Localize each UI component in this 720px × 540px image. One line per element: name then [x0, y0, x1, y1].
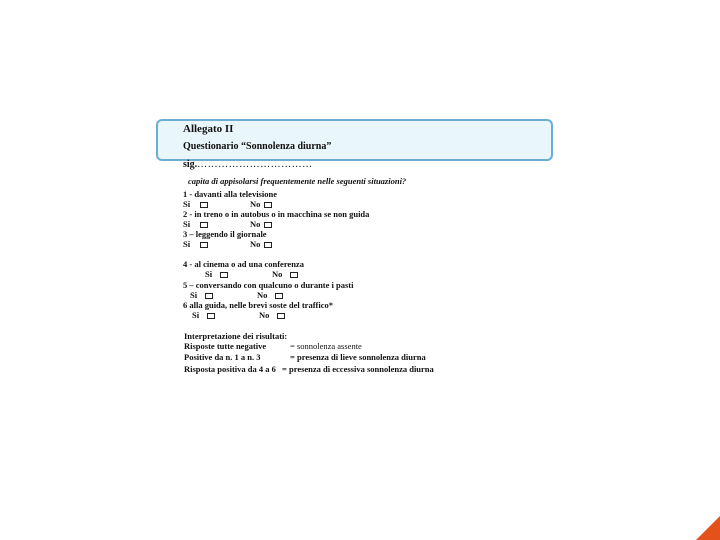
yes-checkbox[interactable]	[207, 313, 215, 319]
yes-checkbox[interactable]	[200, 202, 208, 208]
yes-label: Si	[183, 219, 191, 229]
no-checkbox[interactable]	[264, 202, 272, 208]
interpretation-row-label: Risposte tutte negative	[184, 341, 267, 351]
document-subtitle: Questionario “Sonnolenza diurna”	[183, 141, 332, 152]
no-checkbox[interactable]	[290, 272, 298, 278]
question-1-yes	[183, 199, 208, 209]
yes-checkbox[interactable]	[200, 222, 208, 228]
signature-label: sig.	[183, 159, 198, 170]
question-1-no	[250, 199, 272, 209]
no-label: No	[272, 269, 283, 279]
question-2-yes	[183, 219, 208, 229]
question-2-no	[250, 219, 272, 229]
interpretation-row-label: Positive da n. 1 a n. 3	[184, 352, 261, 362]
corner-accent-triangle	[696, 516, 720, 540]
question-6-no	[259, 310, 285, 320]
yes-label: Si	[190, 290, 198, 300]
no-label: No	[250, 239, 261, 249]
question-3: 3 – leggendo il giornale	[183, 229, 267, 239]
question-4-yes	[205, 269, 228, 279]
questionnaire-intro: capita di appisolarsi frequentemente nelle seguenti situazioni?	[188, 176, 407, 186]
no-label: No	[250, 219, 261, 229]
question-5: 5 – conversando con qualcuno o durante i pasti	[183, 280, 354, 290]
yes-label: Si	[183, 239, 191, 249]
yes-label: Si	[205, 269, 213, 279]
yes-checkbox[interactable]	[200, 242, 208, 248]
no-label: No	[257, 290, 268, 300]
question-2: 2 - in treno o in autobus o in macchina se non guida	[183, 209, 370, 219]
no-checkbox[interactable]	[264, 222, 272, 228]
yes-label: Si	[183, 199, 191, 209]
question-6-yes	[192, 310, 215, 320]
question-5-yes	[190, 290, 213, 300]
signature-line	[183, 159, 313, 170]
question-4: 4 - al cinema o ad una conferenza	[183, 259, 304, 269]
no-label: No	[250, 199, 261, 209]
question-6: 6 alla guida, nelle brevi soste del traffico*	[183, 300, 333, 310]
signature-dots: ……………………………	[197, 159, 313, 170]
question-4-no	[272, 269, 298, 279]
no-checkbox[interactable]	[264, 242, 272, 248]
no-checkbox[interactable]	[275, 293, 283, 299]
interpretation-row-result: = sonnolenza assente	[290, 341, 362, 351]
interpretation-row-label: Risposta positiva da 4 a 6	[184, 364, 276, 374]
interpretation-row-result: = presenza di eccessiva sonnolenza diurna	[282, 364, 434, 374]
yes-checkbox[interactable]	[220, 272, 228, 278]
question-5-no	[257, 290, 283, 300]
yes-label: Si	[192, 310, 200, 320]
interpretation-row-result: = presenza di lieve sonnolenza diurna	[290, 352, 426, 362]
no-checkbox[interactable]	[277, 313, 285, 319]
yes-checkbox[interactable]	[205, 293, 213, 299]
question-1: 1 - davanti alla televisione	[183, 189, 277, 199]
interpretation-title: Interpretazione dei risultati:	[184, 331, 288, 341]
no-label: No	[259, 310, 270, 320]
question-3-no	[250, 239, 272, 249]
question-3-yes	[183, 239, 208, 249]
document-title: Allegato II	[183, 123, 234, 135]
